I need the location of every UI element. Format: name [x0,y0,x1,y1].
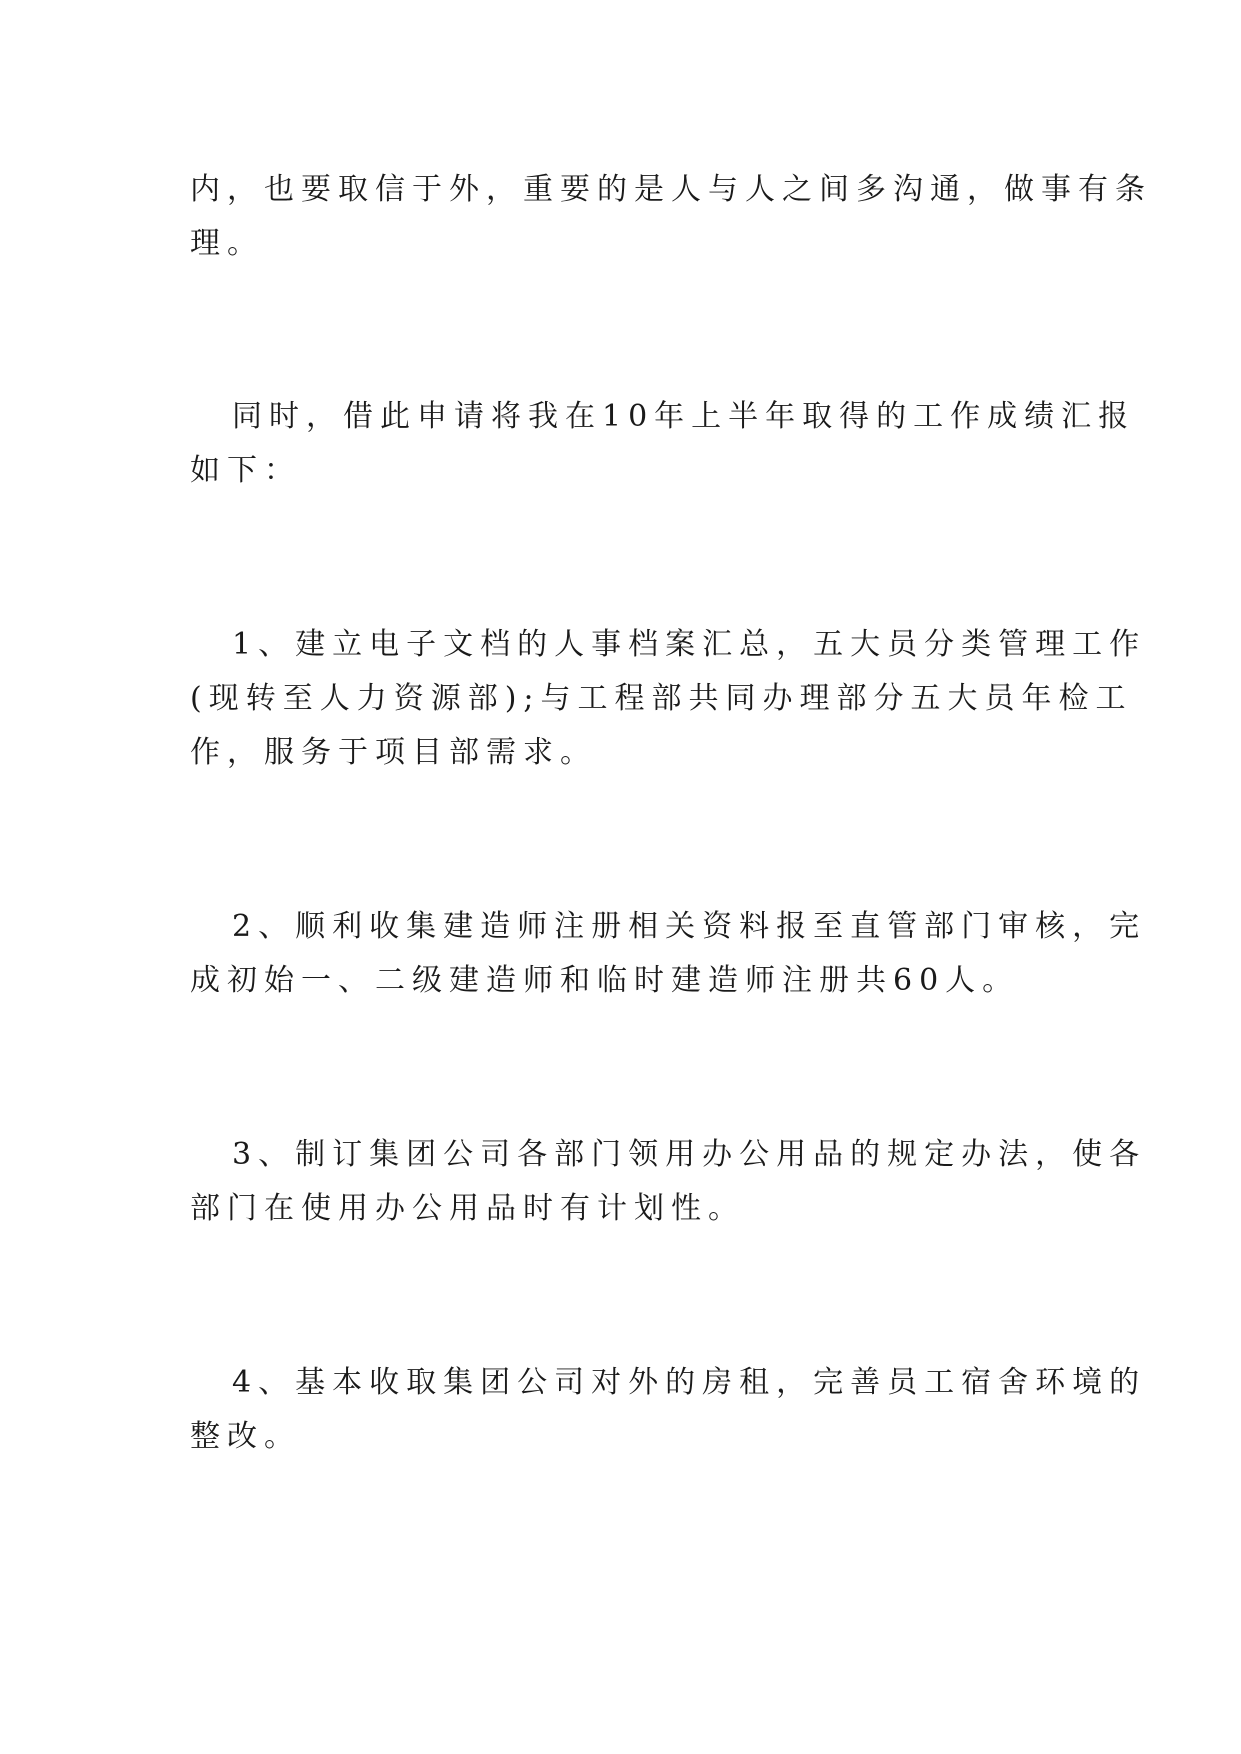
paragraph-line: 部门在使用办公用品时有计划性。 [190,1191,745,1226]
paragraph-line: 同时，借此申请将我在10年上半年取得的工作成绩汇报 [232,399,1136,434]
paragraph-line: 如下： [190,453,301,488]
paragraph-line: 成初始一、二级建造师和临时建造师注册共60人。 [190,963,1020,998]
paragraph-line: 2、顺利收集建造师注册相关资料报至直管部门审核，完 [232,909,1147,944]
paragraph-line: 1、建立电子文档的人事档案汇总，五大员分类管理工作 [232,627,1147,662]
paragraph-line: 内，也要取信于外，重要的是人与人之间多沟通，做事有条 [190,172,1152,207]
paragraph-line: (现转至人力资源部);与工程部共同办理部分五大员年检工 [190,681,1133,716]
paragraph-line: 4、基本收取集团公司对外的房租，完善员工宿舍环境的 [232,1365,1147,1400]
paragraph-line: 整改。 [190,1419,301,1454]
paragraph-line: 理。 [190,226,264,261]
paragraph-line: 作，服务于项目部需求。 [190,735,597,770]
paragraph-line: 3、制订集团公司各部门领用办公用品的规定办法，使各 [232,1137,1147,1172]
